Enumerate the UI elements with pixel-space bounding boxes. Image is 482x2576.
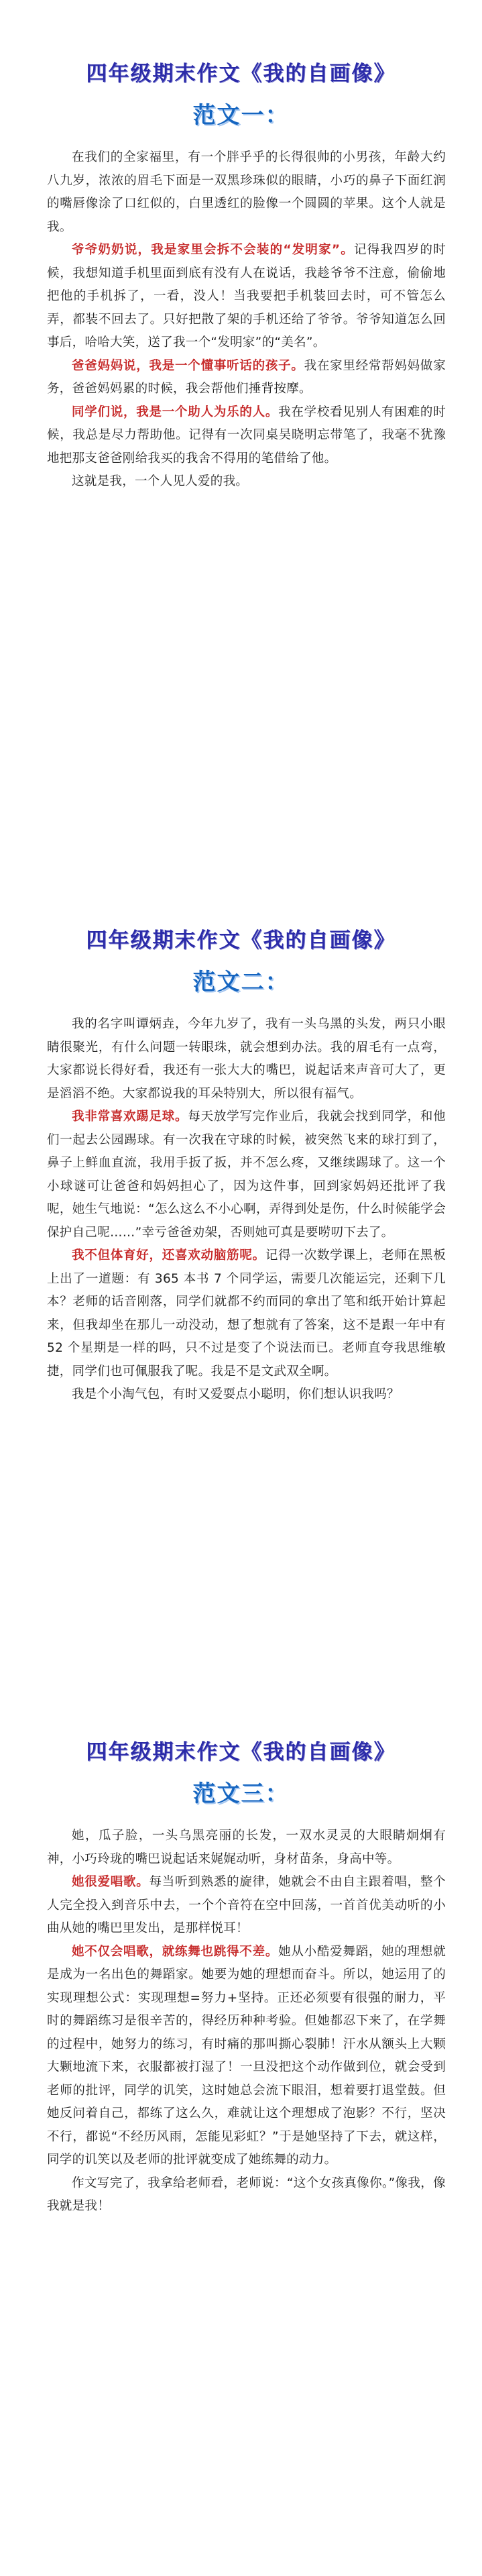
essay-section-3	[0, 1737, 482, 2218]
paragraph-text: 作文写完了，我拿给老师看，老师说：“这个女孩真像你。”像我，像我就是我！	[47, 2176, 446, 2213]
paragraph	[47, 1825, 446, 1871]
paragraph	[47, 470, 446, 494]
paragraph-text: 在我们的全家福里，有一个胖乎乎的长得很帅的小男孩，年龄大约八九岁，浓浓的眉毛下面是一双黑珍珠似的眼睛，小巧的鼻子下面红润的嘴唇像涂了口红似的，白里透红的脸像一个圆圆的苹果。这个人就是我。	[47, 150, 446, 234]
paragraph-text: 她，瓜子脸，一头乌黑亮丽的长发，一双水灵灵的大眼睛炯炯有神，小巧玲珑的嘴巴说起话来娓娓动听，身材苗条，身高中等。	[47, 1829, 446, 1866]
highlight-sentence: 同学们说，我是一个助人为乐的人。	[72, 405, 279, 419]
paragraph	[47, 1106, 446, 1244]
paragraph	[47, 401, 446, 471]
essay-subtitle: 范文三：	[192, 1780, 290, 1807]
paragraph-text: 每当听到熟悉的旋律，她就会不由自主跟着唱，整个人完全投入到音乐中去，一个个音符在空中回荡，一首首优美动听的小曲从她的嘴巴里发出，是那样悦耳！	[47, 1875, 446, 1935]
paragraph-text: 她从小酷爱舞蹈，她的理想就是成为一名出色的舞蹈家。她要为她的理想而奋斗。所以，她运用了的实现理想公式：实现理想=努力+坚持。正还必须要有很强的耐力，平时的舞蹈练习是很辛苦的，得经历种种考验。但她都忍下来了，在学舞的过程中，她努力的练习，有时痛的那叫撕心裂肺！汗水从额头上大颗大颗地流下来，衣服都被打湿了！一旦没把这个动作做到位，就会受到老师的批评，同学的讥笑，这时她总会流下眼泪，想着要打退堂鼓。但她反问着自己，都练了这么久，难就让这个理想成了泡影？不行，坚决不行，都说“不经历风雨，怎能见彩虹？”于是她坚持了下去，就这样，同学的讥笑以及老师的批评就变成了她练舞的动力。	[47, 1944, 446, 2167]
essay-subtitle: 范文二：	[192, 969, 290, 996]
essay-body	[47, 1013, 446, 1407]
paragraph	[47, 1244, 446, 1383]
essay-title: 四年级期末作文《我的自画像》	[86, 62, 396, 86]
paragraph-text: 我在家里经常帮妈妈做家务，爸爸妈妈累的时候，我会帮他们捶背按摩。	[47, 358, 446, 396]
paragraph	[47, 355, 446, 401]
highlight-sentence: 我非常喜欢踢足球。	[72, 1110, 188, 1124]
paragraph	[47, 239, 446, 355]
paragraph-text: 记得一次数学课上，老师在黑板上出了一道题：有 365 本书 7 个同学运，需要几次能运完，还剩下几本？老师的话音刚落，同学们就都不约而同的拿出了笔和纸开始计算起来，但我却坐在那儿一动没动，想了想就有了答案，这不是跟一年中有 52 个星期是一样的吗，只不过是变了个说法而已。老师直夸我思维敏捷，同学们也可佩服我了呢。我是不是文武双全啊。	[47, 1248, 446, 1379]
paragraph	[47, 1383, 446, 1407]
highlight-sentence: 爸爸妈妈说，我是一个懂事听话的孩子。	[72, 358, 304, 373]
paragraph-text: 记得我四岁的时候，我想知道手机里面到底有没有人在说话，我趁爷爷不注意，偷偷地把他的手机拆了，一看，没人！当我要把手机装回去时，可不管怎么弄，都装不回去了。只好把散了架的手机还给了爷爷。爷爷知道怎么回事后，哈哈大笑，送了我一个“发明家”的“美名”。	[47, 243, 446, 350]
paragraph-text: 我的名字叫谭炳垚，今年九岁了，我有一头乌黑的头发，两只小眼睛很聚光，有什么问题一转眼珠，就会想到办法。我的眉毛有一点弯，大家都说长得好看，我还有一张大大的嘴巴，说起话来声音可大了，更是滔滔不绝。大家都说我的耳朵特别大，所以很有福气。	[47, 1017, 446, 1101]
paragraph	[47, 1871, 446, 1941]
paragraph	[47, 1013, 446, 1106]
paragraph	[47, 146, 446, 239]
essay-body	[47, 1825, 446, 2218]
highlight-sentence: 我不但体育好，还喜欢动脑筋呢。	[72, 1248, 265, 1263]
essay-section-1	[0, 59, 482, 494]
highlight-sentence: 她很爱唱歌。	[72, 1875, 149, 1889]
paragraph	[47, 2172, 446, 2218]
essay-title: 四年级期末作文《我的自画像》	[86, 1740, 396, 1764]
paragraph-text: 每天放学写完作业后，我就会找到同学，和他们一起去公园踢球。有一次我在守球的时候，被突然飞来的球打到了，鼻子上鲜血直流，我用手扳了扳，并不怎么疼，又继续踢球了。这一个小球谜可让爸爸和妈妈担心了，因为这件事，回到家妈妈还批评了我呢，她生气地说：“怎么这么不小心啊，弄得到处是伤，什么时候能学会保护自己呢……”幸亏爸爸劝架，否则她可真是要唠叨下去了。	[47, 1110, 446, 1240]
paragraph-text: 我在学校看见别人有困难的时候，我总是尽力帮助他。记得有一次同桌吴晓明忘带笔了，我毫不犹豫地把那支爸爸刚给我买的我舍不得用的笔借给了他。	[47, 405, 446, 466]
essay-subtitle: 范文一：	[192, 102, 290, 129]
paragraph-text: 这就是我，一个人见人爱的我。	[72, 474, 249, 488]
paragraph-text: 我是个小淘气包，有时又爱耍点小聪明，你们想认识我吗？	[72, 1387, 400, 1401]
essay-body	[47, 146, 446, 494]
highlight-sentence: 爷爷奶奶说，我是家里会拆不会装的“发明家”。	[72, 243, 354, 257]
paragraph	[47, 1941, 446, 2172]
essay-section-2	[0, 926, 482, 1407]
essay-title: 四年级期末作文《我的自画像》	[86, 928, 396, 953]
highlight-sentence: 她不仅会唱歌，就练舞也跳得不差。	[72, 1944, 279, 1959]
